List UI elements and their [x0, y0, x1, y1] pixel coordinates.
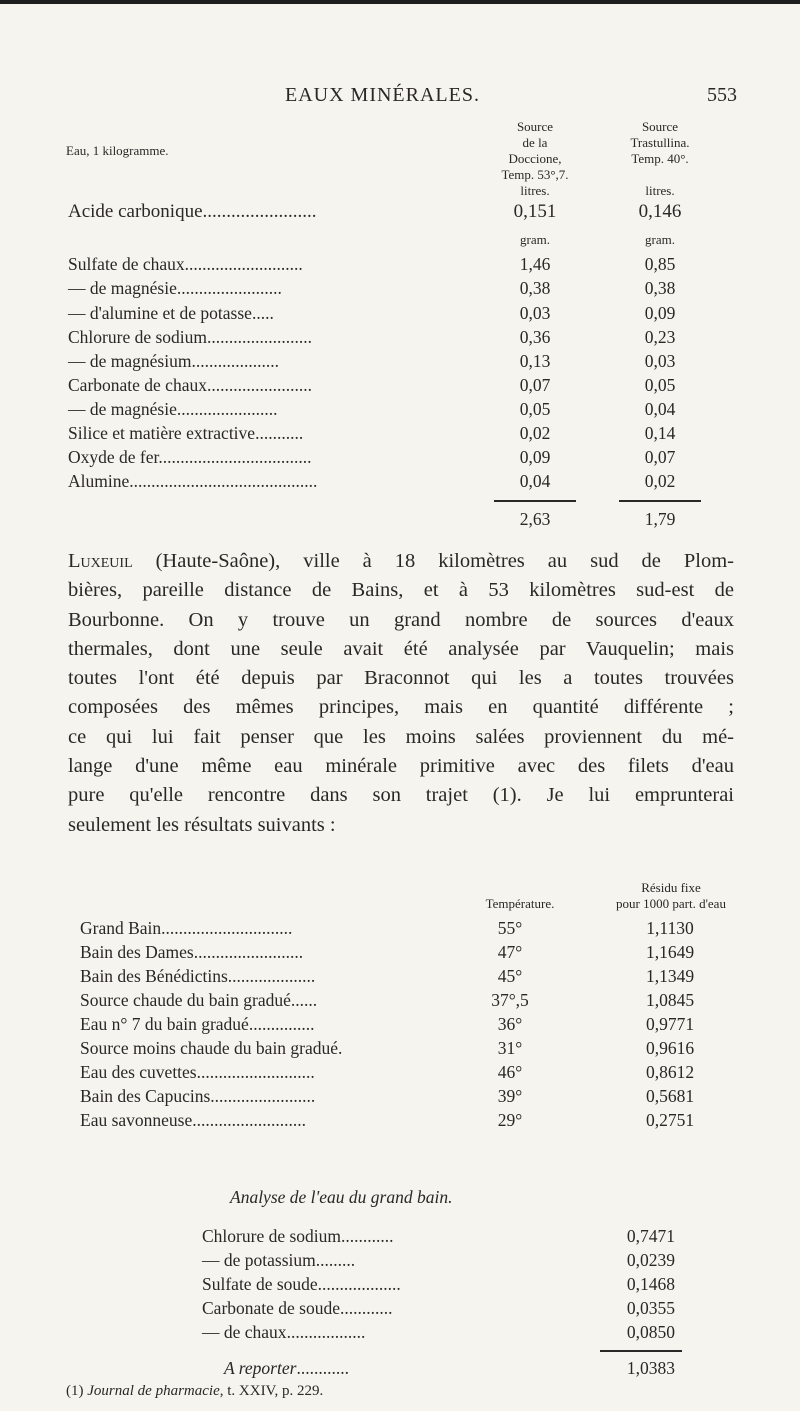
table2-cell: 1,0845 [645, 990, 695, 1010]
table1-row: — de magnésium.................... [68, 351, 279, 371]
table2-cell: 39° [497, 1086, 523, 1106]
table2-cell: 46° [497, 1062, 523, 1082]
table1-cell: 0,04 [519, 471, 551, 491]
table1-cell: 0,05 [644, 375, 676, 395]
analysis-total-rule [600, 1350, 682, 1352]
analysis-row: Carbonate de soude............ [202, 1298, 393, 1318]
table2-cell: 1,1130 [646, 918, 694, 938]
table2-cell: 1,1649 [645, 942, 695, 962]
table1-unit-litres-2: litres. [645, 183, 675, 198]
table1-cell: 0,02 [519, 423, 551, 443]
table1-total-1: 2,63 [519, 509, 551, 529]
analysis-carry-value: 1,0383 [626, 1358, 675, 1378]
table2-row: Eau des cuvettes........................... [80, 1062, 315, 1082]
table1-row: Chlorure de sodium........................ [68, 327, 313, 347]
table2-header-temp: Température. [485, 896, 555, 911]
footnote: (1) Journal de pharmacie, t. XXIV, p. 229. [66, 1383, 324, 1399]
table2-cell: 36° [497, 1014, 523, 1034]
table1-row: Oxyde de fer................................... [68, 447, 312, 467]
table1-cell: 0,04 [644, 399, 676, 419]
table1-cell: 0,07 [519, 375, 551, 395]
table2-row: Grand Bain.............................. [80, 918, 293, 938]
table1-cell: 0,13 [519, 351, 551, 371]
table1-total-rule-1 [494, 500, 576, 502]
table2-row: Bain des Bénédictins.................... [80, 966, 316, 986]
table1-carbonic-v1: 0,151 [513, 201, 557, 222]
table1-col2-header: Source Trastullina. Temp. 40°. [630, 119, 690, 166]
running-title: EAUX MINÉRALES. [285, 84, 480, 106]
table1-row: Sulfate de chaux........................... [68, 254, 303, 274]
table1-cell: 0,03 [644, 351, 676, 371]
table1-cell: 0,09 [519, 447, 551, 467]
table1-cell: 0,05 [519, 399, 551, 419]
analysis-carry-label: A reporter............ [224, 1358, 349, 1378]
table2-cell: 0,8612 [645, 1062, 695, 1082]
table2-cell: 29° [497, 1110, 523, 1130]
analysis-cell: 0,0239 [626, 1250, 675, 1270]
table1-total-2: 1,79 [644, 509, 676, 529]
table2-cell: 0,5681 [645, 1086, 695, 1106]
analysis-row: — de chaux.................. [202, 1322, 366, 1342]
page-number: 553 [707, 84, 737, 106]
table1-cell: 0,14 [644, 423, 676, 443]
table2-cell: 0,2751 [645, 1110, 695, 1130]
table2-cell: 1,1349 [645, 966, 695, 986]
table1-cell: 0,02 [644, 471, 676, 491]
table2-cell: 31° [497, 1038, 523, 1058]
table1-unit-gram-2: gram. [645, 232, 675, 247]
table2-cell: 37°,5 [491, 990, 529, 1010]
table2-row: Eau savonneuse.......................... [80, 1110, 307, 1130]
analysis-title: Analyse de l'eau du grand bain. [230, 1187, 453, 1207]
table2-row: Source chaude du bain gradué...... [80, 990, 318, 1010]
analysis-cell: 0,1468 [626, 1274, 675, 1294]
analysis-cell: 0,0355 [626, 1298, 675, 1318]
table1-cell: 0,03 [519, 303, 551, 323]
table1-carbonic-v2: 0,146 [638, 201, 682, 222]
table1-cell: 0,38 [644, 278, 676, 298]
table2-row: Bain des Dames......................... [80, 942, 304, 962]
table2-row: Bain des Capucins........................ [80, 1086, 316, 1106]
analysis-cell: 0,0850 [626, 1322, 675, 1342]
table1-row: — de magnésie........................ [68, 278, 282, 298]
body-paragraph: Luxeuil (Haute-Saône), ville à 18 kilomètres au sud de Plom- bières, pareille distance de Bains, et à 53 kilomètres sud-est de Bourbonne. On y trouve un grand nombre de sources d'eaux thermales, dont une seule avait été analysée par Vauquelin; mais toutes l'ont été depuis par Braconnot qui les a toutes trouvées composées des mêmes principes, mais en quantité différente ; ce qui lui fait penser que les moins salées proviennent du mé- lange d'une même eau minérale primitive avec des filets d'eau pure qu'elle rencontre dans son trajet (1). Je lui emprunterai seulement les résultats suivants : [68, 550, 734, 836]
table1-cell: 0,09 [644, 303, 676, 323]
table1-cell: 0,36 [519, 327, 551, 347]
table2-cell: 0,9771 [645, 1014, 695, 1034]
table2-cell: 55° [497, 918, 523, 938]
place-name: Luxeuil [68, 550, 133, 572]
table1-row: — de magnésie....................... [68, 399, 278, 419]
analysis-row: Chlorure de sodium............ [202, 1226, 394, 1246]
table1-cell: 0,23 [644, 327, 676, 347]
table1-carbonic-label: Acide carbonique........................ [68, 201, 317, 222]
table2-cell: 47° [497, 942, 523, 962]
table2-header-residue: Résidu fixe pour 1000 part. d'eau [616, 880, 726, 911]
table2-cell: 0,9616 [645, 1038, 695, 1058]
table1-row: Carbonate de chaux........................ [68, 375, 312, 395]
table1-row: Alumine........................................... [68, 471, 318, 491]
page-top-edge [0, 0, 800, 4]
table1-cell: 0,85 [644, 254, 676, 274]
table1-unit-litres-1: litres. [520, 183, 550, 198]
table1-cell: 0,07 [644, 447, 676, 467]
table2-cell: 45° [497, 966, 523, 986]
table1-col1-header: Source de la Doccione, Temp. 53°,7. [501, 119, 569, 182]
table1-total-rule-2 [619, 500, 701, 502]
table1-cell: 1,46 [519, 254, 551, 274]
analysis-cell: 0,7471 [626, 1226, 675, 1246]
table2-row: Eau n° 7 du bain gradué............... [80, 1014, 315, 1034]
table1-row: — d'alumine et de potasse..... [68, 303, 274, 323]
table2-row: Source moins chaude du bain gradué. [80, 1038, 343, 1058]
table1-unit-gram-1: gram. [520, 232, 550, 247]
table1-row: Silice et matière extractive........... [68, 423, 304, 443]
analysis-row: — de potassium......... [202, 1250, 356, 1270]
table1-cell: 0,38 [519, 278, 551, 298]
table1-col-label: Eau, 1 kilogramme. [66, 143, 169, 158]
analysis-row: Sulfate de soude................... [202, 1274, 401, 1294]
